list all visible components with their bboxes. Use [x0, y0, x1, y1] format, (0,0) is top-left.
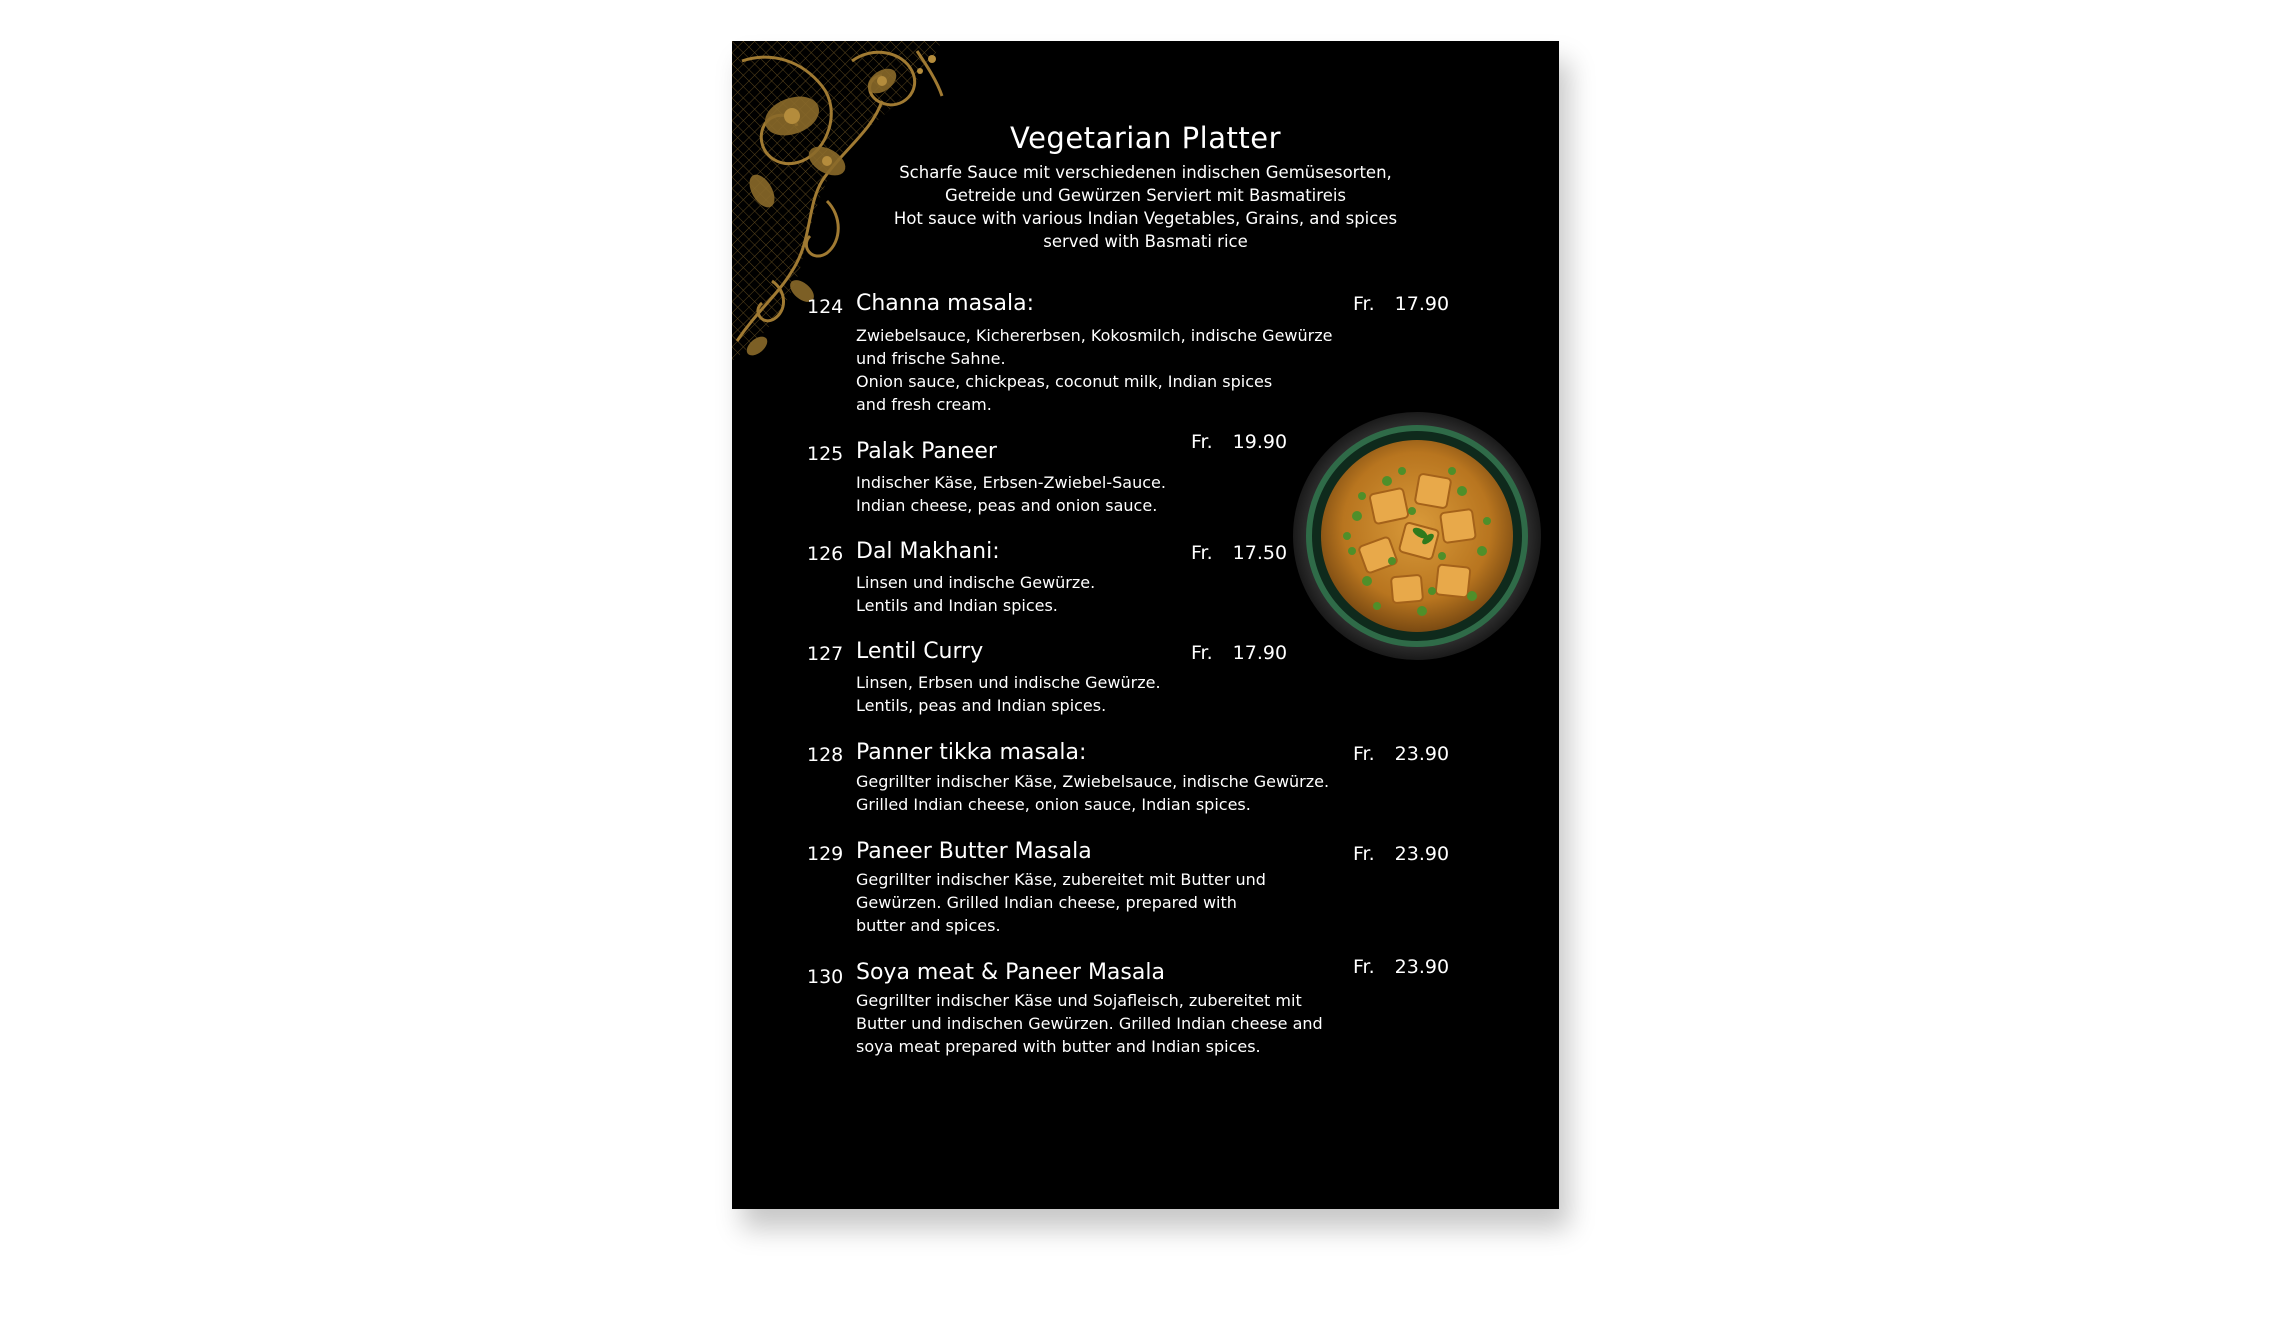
- currency-label: Fr.: [1353, 843, 1375, 865]
- item-name: Dal Makhani:: [856, 539, 1000, 564]
- item-name: Lentil Curry: [856, 639, 984, 664]
- item-name: Panner tikka masala:: [856, 740, 1087, 765]
- item-number: 126: [807, 543, 844, 565]
- item-number: 130: [807, 966, 844, 988]
- item-name: Paneer Butter Masala: [856, 839, 1092, 864]
- description-line: Onion sauce, chickpeas, coconut milk, Indian spices: [856, 372, 1273, 391]
- description-line: butter and spices.: [856, 916, 1001, 935]
- currency-label: Fr.: [1353, 956, 1375, 978]
- description-line: Lentils, peas and Indian spices.: [856, 696, 1107, 715]
- currency-label: Fr.: [1353, 743, 1375, 765]
- item-name: Palak Paneer: [856, 439, 997, 464]
- item-price: [1353, 743, 1449, 765]
- menu-page: [732, 41, 1559, 1209]
- price-value: 23.90: [1394, 743, 1450, 765]
- price-value: 23.90: [1394, 843, 1450, 865]
- item-number: 128: [807, 744, 844, 766]
- item-price: [1353, 956, 1449, 978]
- subtitle-line: Getreide und Gewürzen Serviert mit Basmatireis: [944, 186, 1347, 205]
- currency-label: Fr.: [1191, 431, 1213, 453]
- description-line: Gewürzen. Grilled Indian cheese, prepared with: [856, 893, 1237, 912]
- page-subtitle: [732, 161, 1559, 253]
- item-description: [856, 571, 1095, 617]
- item-number: 125: [807, 443, 844, 465]
- item-number: 129: [807, 843, 844, 865]
- item-number: 124: [807, 296, 844, 318]
- item-description: [856, 868, 1266, 937]
- price-value: 17.90: [1394, 293, 1450, 315]
- price-value: 23.90: [1394, 956, 1450, 978]
- item-description: [856, 471, 1166, 517]
- description-line: Grilled Indian cheese, onion sauce, Indian spices.: [856, 795, 1251, 814]
- item-description: [856, 324, 1332, 416]
- item-price: [1353, 843, 1449, 865]
- description-line: Gegrillter indischer Käse, zubereitet mit Butter und: [856, 870, 1266, 889]
- currency-label: Fr.: [1191, 542, 1213, 564]
- paneer-curry-bowl-icon: [1292, 411, 1542, 661]
- subtitle-line: Hot sauce with various Indian Vegetables, Grains, and spices: [893, 209, 1398, 228]
- page-title: Vegetarian Platter: [1010, 121, 1281, 155]
- price-value: 17.50: [1232, 542, 1288, 564]
- currency-label: Fr.: [1353, 293, 1375, 315]
- subtitle-line: served with Basmati rice: [1043, 232, 1248, 251]
- price-value: 17.90: [1232, 642, 1288, 664]
- item-price: [1353, 293, 1449, 315]
- item-description: [856, 770, 1329, 816]
- item-number: 127: [807, 643, 844, 665]
- description-line: soya meat prepared with butter and Indian spices.: [856, 1037, 1261, 1056]
- item-name: Soya meat & Paneer Masala: [856, 960, 1165, 985]
- subtitle-line: Scharfe Sauce mit verschiedenen indischen Gemüsesorten,: [899, 163, 1392, 182]
- currency-label: Fr.: [1191, 642, 1213, 664]
- price-value: 19.90: [1232, 431, 1288, 453]
- item-price: [1191, 642, 1287, 664]
- description-line: Linsen, Erbsen und indische Gewürze.: [856, 673, 1161, 692]
- item-name: Channa masala:: [856, 291, 1035, 316]
- description-line: Linsen und indische Gewürze.: [856, 573, 1096, 592]
- description-line: Butter und indischen Gewürzen. Grilled Indian cheese and: [856, 1014, 1323, 1033]
- description-line: and fresh cream.: [856, 395, 992, 414]
- description-line: Indischer Käse, Erbsen-Zwiebel-Sauce.: [856, 473, 1166, 492]
- description-line: Gegrillter indischer Käse und Sojafleisch, zubereitet mit: [856, 991, 1302, 1010]
- description-line: Zwiebelsauce, Kichererbsen, Kokosmilch, indische Gewürze: [856, 326, 1333, 345]
- item-description: [856, 989, 1323, 1058]
- description-line: Indian cheese, peas and onion sauce.: [856, 496, 1158, 515]
- description-line: Gegrillter indischer Käse, Zwiebelsauce, indische Gewürze.: [856, 772, 1330, 791]
- item-price: [1191, 431, 1287, 453]
- item-price: [1191, 542, 1287, 564]
- item-description: [856, 671, 1161, 717]
- description-line: Lentils and Indian spices.: [856, 596, 1058, 615]
- description-line: und frische Sahne.: [856, 349, 1006, 368]
